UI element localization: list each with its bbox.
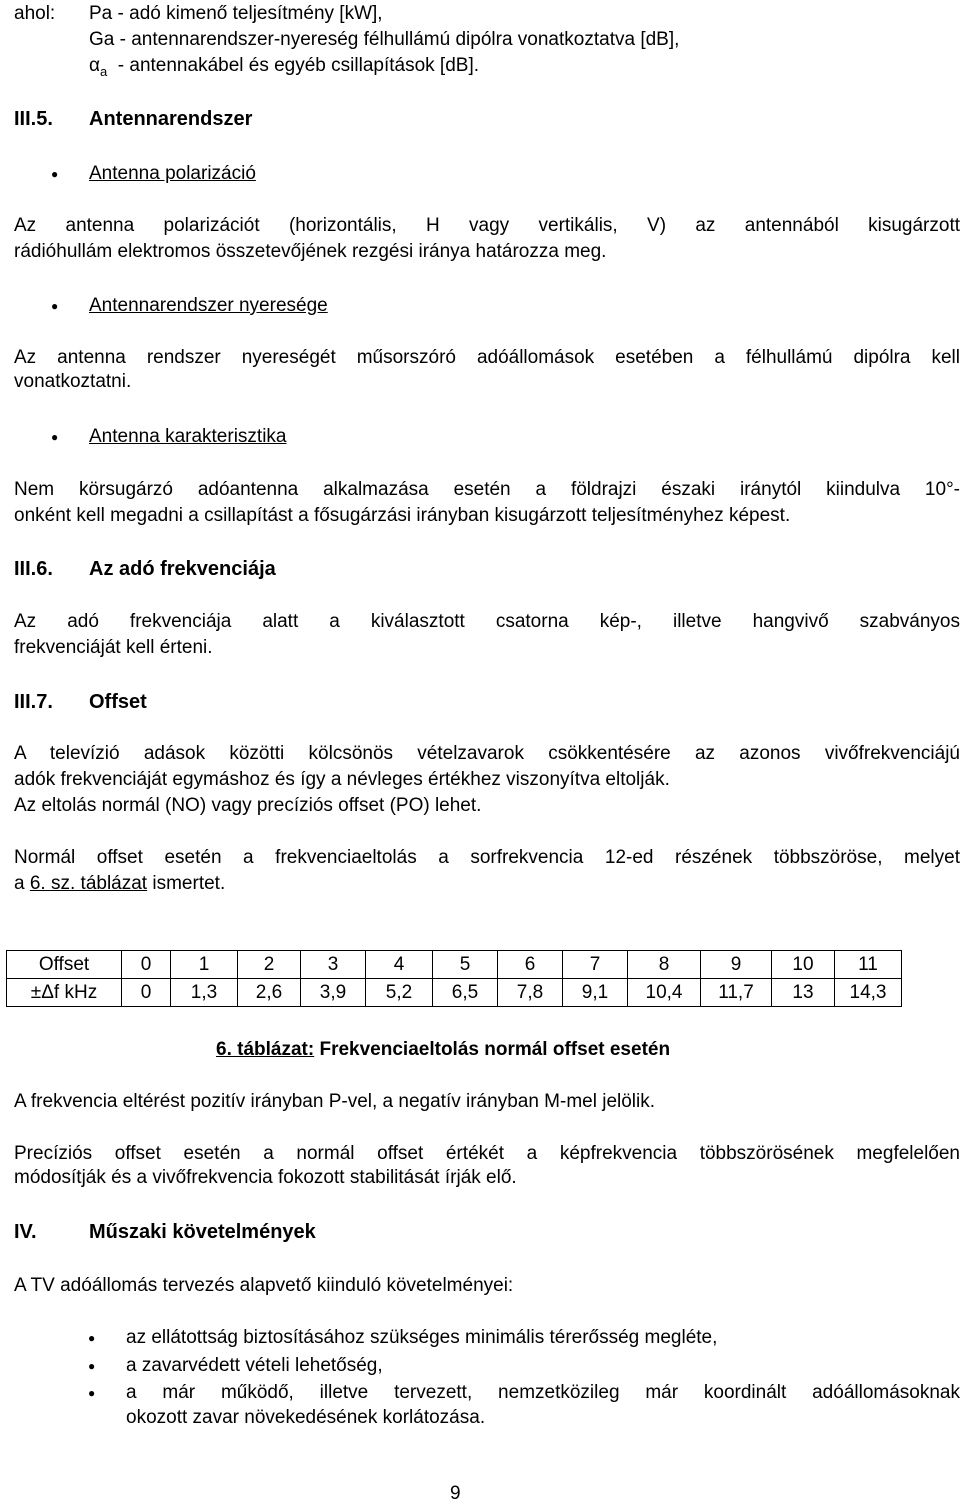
list-item-continuation: okozott zavar növekedésének korlátozása. <box>126 1407 486 1428</box>
row-header-delta-f: ±Δf kHz <box>7 979 122 1007</box>
table-cell: 11 <box>835 951 902 979</box>
table-row <box>7 951 902 979</box>
table-cell: 4 <box>366 951 433 979</box>
table-cell: 7,8 <box>498 979 563 1007</box>
table-cell: 1,3 <box>171 979 238 1007</box>
paragraph-line: Az antenna rendszer nyereségét műsorszóró adóállomások esetében a félhullámú dipólra kell <box>14 347 960 368</box>
where-alpha <box>89 54 479 84</box>
list-item: az ellátottság biztosításához szükséges minimális térerősség megléte, <box>126 1327 718 1348</box>
bullet-icon: ● <box>51 299 59 313</box>
table-cell: 1 <box>171 951 238 979</box>
paragraph-line <box>14 872 225 896</box>
bullet-icon: ● <box>88 1386 96 1400</box>
alpha-text: - antennakábel és egyéb csillapítások [dB]. <box>107 55 479 76</box>
paragraph-line: Az eltolás normál (NO) vagy precíziós offset (PO) lehet. <box>14 795 482 816</box>
paragraph-line: Precíziós offset esetén a normál offset értékét a képfrekvencia többszörösének megfelelően <box>14 1143 960 1164</box>
paragraph-line: rádióhullám elektromos összetevőjének rezgési iránya határozza meg. <box>14 241 607 262</box>
section-number: III.5. <box>14 108 53 130</box>
paragraph-line: adók frekvenciáját egymáshoz és így a névleges értékhez viszonyítva eltolják. <box>14 769 670 790</box>
table-row <box>7 979 902 1007</box>
table-cell: 8 <box>628 951 701 979</box>
page-number: 9 <box>450 1483 461 1504</box>
table-cell: 6 <box>498 951 563 979</box>
section-heading-3-5 <box>14 106 252 132</box>
table-cell: 2 <box>238 951 301 979</box>
paragraph-line: A frekvencia eltérést pozitív irányban P-vel, a negatív irányban M-mel jelölik. <box>14 1091 656 1112</box>
table-cell: 11,7 <box>701 979 772 1007</box>
table-cell: 0 <box>122 951 171 979</box>
paragraph-line: Normál offset esetén a frekvenciaeltolás a sorfrekvencia 12-ed részének többszöröse, melyet <box>14 847 960 868</box>
paragraph-line: onként kell megadni a csillapítást a fősugárzási irányban kisugárzott teljesítményhez képest. <box>14 505 791 526</box>
table-cell: 6,5 <box>433 979 498 1007</box>
table-cell: 13 <box>772 979 835 1007</box>
section-title: Műszaki követelmények <box>89 1221 316 1243</box>
where-label: ahol: <box>14 3 56 24</box>
paragraph-line: vonatkoztatni. <box>14 371 132 392</box>
offset-table <box>6 950 902 1007</box>
paragraph-line: A televízió adások közötti kölcsönös vételzavarok csökkentésére az azonos vivőfrekvenciájú <box>14 743 960 764</box>
text-segment: a <box>14 873 30 894</box>
row-header-offset: Offset <box>7 951 122 979</box>
caption-prefix: 6. táblázat: <box>216 1039 315 1060</box>
section-title: Az adó frekvenciája <box>89 558 276 580</box>
paragraph-line: A TV adóállomás tervezés alapvető kiinduló követelményei: <box>14 1275 514 1296</box>
bullet-icon: ● <box>88 1359 96 1373</box>
section-heading-4 <box>14 1219 316 1245</box>
table-cell: 14,3 <box>835 979 902 1007</box>
table-cell: 5 <box>433 951 498 979</box>
table-cell: 2,6 <box>238 979 301 1007</box>
section-title: Antennarendszer <box>89 108 253 130</box>
alpha-subscript: a <box>99 63 108 79</box>
table-reference-link[interactable]: 6. sz. táblázat <box>29 873 148 894</box>
table-cell: 7 <box>563 951 628 979</box>
text-segment: ismertet. <box>147 873 226 894</box>
table-caption <box>216 1038 670 1062</box>
table-cell: 9,1 <box>563 979 628 1007</box>
subheading-polarization: Antenna polarizáció <box>89 163 256 184</box>
table-cell: 0 <box>122 979 171 1007</box>
bullet-icon: ● <box>88 1331 96 1345</box>
bullet-icon: ● <box>51 430 59 444</box>
paragraph-line: módosítják és a vivőfrekvencia fokozott stabilitását írják elő. <box>14 1167 517 1188</box>
bullet-icon: ● <box>51 167 59 181</box>
paragraph-line: Az adó frekvenciája alatt a kiválasztott csatorna kép-, illetve hangvivő szabványos <box>14 611 960 632</box>
table-cell: 3,9 <box>301 979 366 1007</box>
subheading-characteristic: Antenna karakterisztika <box>89 426 287 447</box>
section-number: III.6. <box>14 558 53 580</box>
list-item: a zavarvédett vételi lehetőség, <box>126 1355 383 1376</box>
where-pa: Pa - adó kimenő teljesítmény [kW], <box>89 3 383 24</box>
where-ga: Ga - antennarendszer-nyereség félhullámú dipólra vonatkoztatva [dB], <box>89 29 680 50</box>
section-number: IV. <box>14 1221 37 1243</box>
paragraph-line: Nem körsugárzó adóantenna alkalmazása esetén a földrajzi északi iránytól kiindulva 10°- <box>14 479 960 500</box>
paragraph-line: Az antenna polarizációt (horizontális, H vagy vertikális, V) az antennából kisugárzott <box>14 215 960 236</box>
table-cell: 5,2 <box>366 979 433 1007</box>
subheading-gain: Antennarendszer nyeresége <box>89 295 328 316</box>
table-cell: 3 <box>301 951 366 979</box>
section-heading-3-6 <box>14 556 276 582</box>
caption-text: Frekvenciaeltolás normál offset esetén <box>314 1039 671 1060</box>
table-cell: 10 <box>772 951 835 979</box>
table-cell: 9 <box>701 951 772 979</box>
section-title: Offset <box>89 691 147 713</box>
section-number: III.7. <box>14 691 53 713</box>
alpha-symbol: α <box>89 55 100 76</box>
paragraph-line: frekvenciáját kell érteni. <box>14 637 213 658</box>
section-heading-3-7 <box>14 689 147 715</box>
list-item: a már működő, illetve tervezett, nemzetközileg már koordinált adóállomásoknak <box>126 1382 960 1403</box>
table-cell: 10,4 <box>628 979 701 1007</box>
